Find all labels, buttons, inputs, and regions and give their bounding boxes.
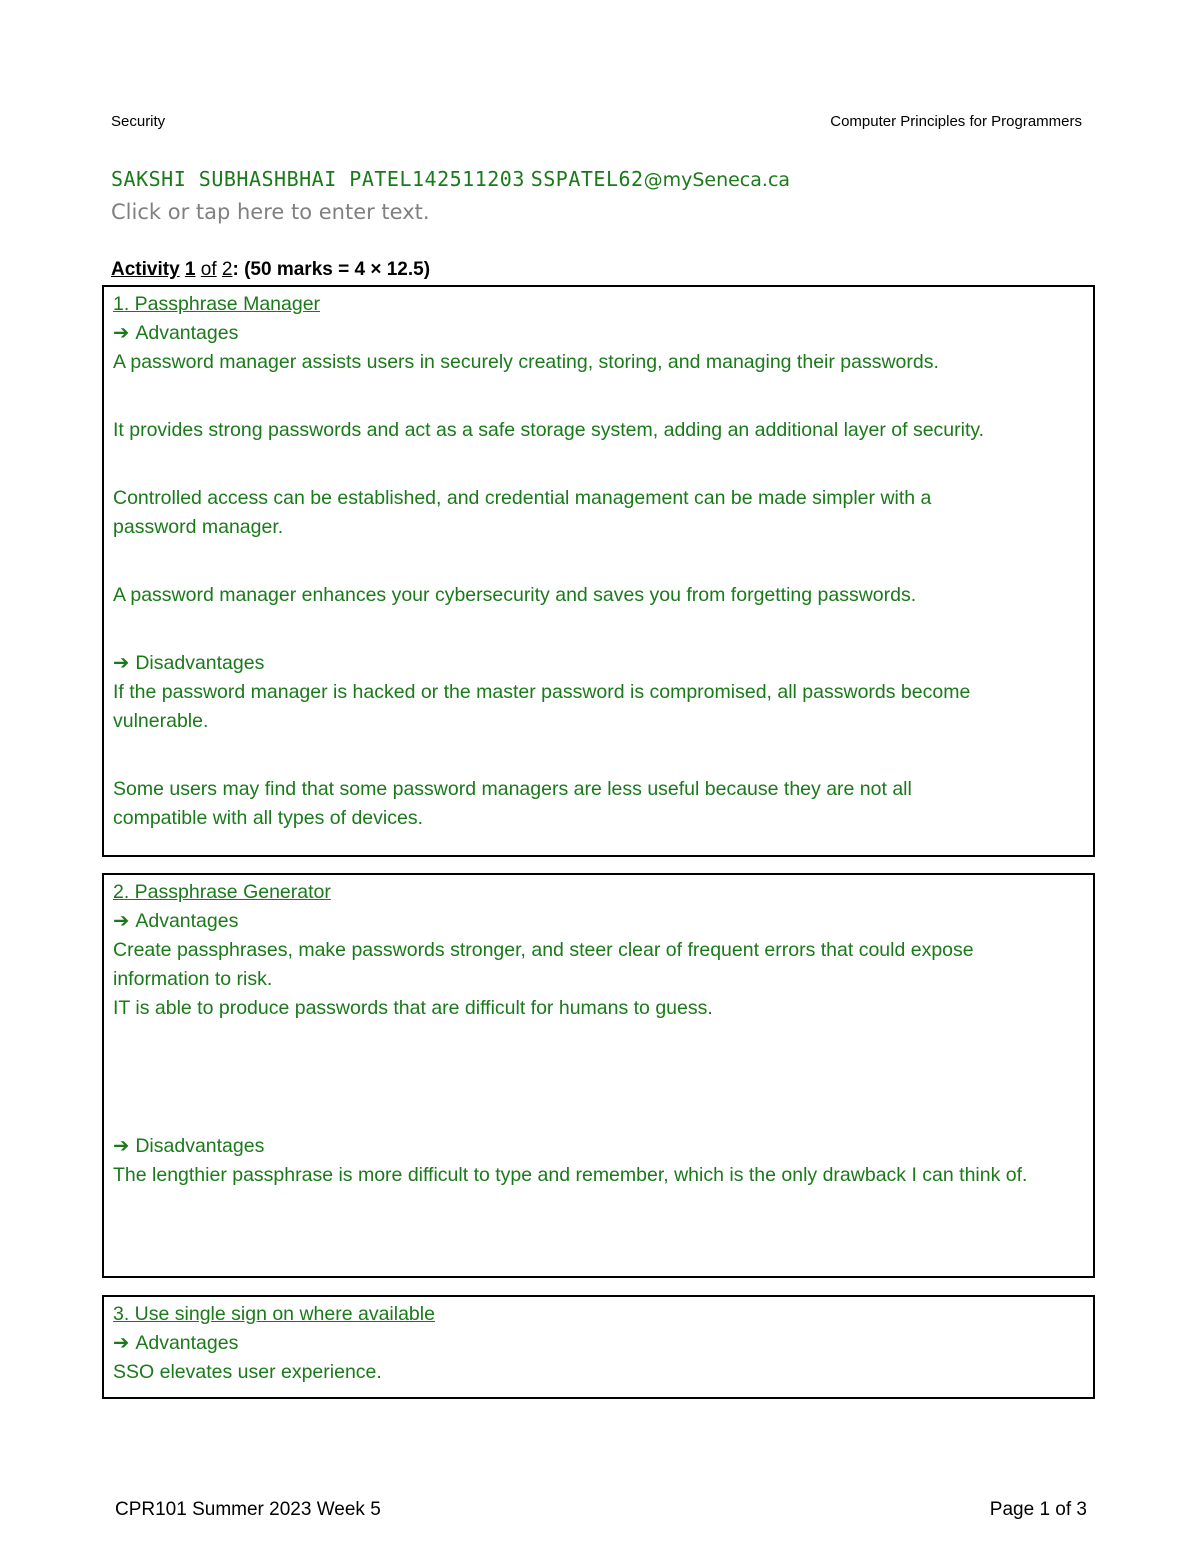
disadvantage-item: The lengthier passphrase is more difficult to type and remember, which is the only drawback I can think of. — [113, 1164, 1028, 1186]
student-id: 142511203 — [411, 167, 525, 191]
header-course-topic: Security — [111, 113, 166, 130]
section-heading: 3. Use single sign on where available — [113, 1303, 435, 1325]
disadvantage-item: Some users may find that some password managers are less useful because they are not all compatible with all types of devices. — [113, 778, 912, 829]
answer-box-single-sign-on[interactable] — [102, 1295, 1095, 1399]
right-arrow-icon: ➔ — [113, 910, 130, 932]
header-course-title: Computer Principles for Programmers — [830, 113, 1082, 130]
right-arrow-icon: ➔ — [113, 652, 130, 674]
advantage-item: IT is able to produce passwords that are difficult for humans to guess. — [113, 997, 713, 1019]
advantages-label-row — [113, 319, 1084, 348]
advantage-item: Controlled access can be established, and credential management can be made simpler with a password manager. — [113, 487, 932, 538]
answer-box-passphrase-generator[interactable] — [102, 873, 1095, 1278]
advantages-label-row — [113, 907, 1084, 936]
right-arrow-icon: ➔ — [113, 1332, 130, 1354]
section-heading: 1. Passphrase Manager — [113, 293, 321, 315]
student-name: SAKSHI SUBHASHBHAI PATEL — [111, 167, 412, 191]
activity-total: 2 — [221, 259, 233, 280]
student-info-field[interactable] — [111, 167, 790, 192]
footer-course-week: CPR101 Summer 2023 Week 5 — [115, 1499, 381, 1520]
activity-title — [111, 259, 430, 281]
student-email-domain: @mySeneca.ca — [643, 169, 791, 191]
advantages-label: Advantages — [135, 1332, 239, 1354]
disadvantages-label: Disadvantages — [135, 652, 265, 674]
right-arrow-icon: ➔ — [113, 1135, 130, 1157]
disadvantages-label-row — [113, 649, 1084, 678]
student-username: SSPATEL62 — [530, 167, 644, 191]
activity-number: 1 — [184, 259, 196, 280]
answer-box-passphrase-manager[interactable] — [102, 285, 1095, 857]
activity-marks: : (50 marks = 4 × 12.5) — [232, 259, 431, 280]
right-arrow-icon: ➔ — [113, 322, 130, 344]
advantage-item: Create passphrases, make passwords stronger, and steer clear of frequent errors that could expose information to risk. — [113, 939, 974, 990]
activity-word: Activity — [111, 259, 180, 280]
disadvantages-label-row — [113, 1132, 1084, 1161]
footer-page-number: Page 1 of 3 — [989, 1499, 1087, 1520]
advantage-item: A password manager assists users in securely creating, storing, and managing their passwords. — [113, 351, 939, 373]
text-entry-placeholder[interactable]: Click or tap here to enter text. — [111, 200, 430, 224]
advantage-item: A password manager enhances your cybersecurity and saves you from forgetting passwords. — [113, 584, 917, 606]
advantages-label-row — [113, 1329, 1084, 1358]
advantages-label: Advantages — [135, 910, 239, 932]
advantage-item: SSO elevates user experience. — [113, 1361, 382, 1383]
disadvantages-label: Disadvantages — [135, 1135, 265, 1157]
advantage-item: It provides strong passwords and act as a safe storage system, adding an additional layer of security. — [113, 419, 985, 441]
activity-of: of — [200, 259, 217, 280]
advantages-label: Advantages — [135, 322, 239, 344]
disadvantage-item: If the password manager is hacked or the master password is compromised, all passwords become vulnerable. — [113, 681, 971, 732]
section-heading: 2. Passphrase Generator — [113, 881, 331, 903]
